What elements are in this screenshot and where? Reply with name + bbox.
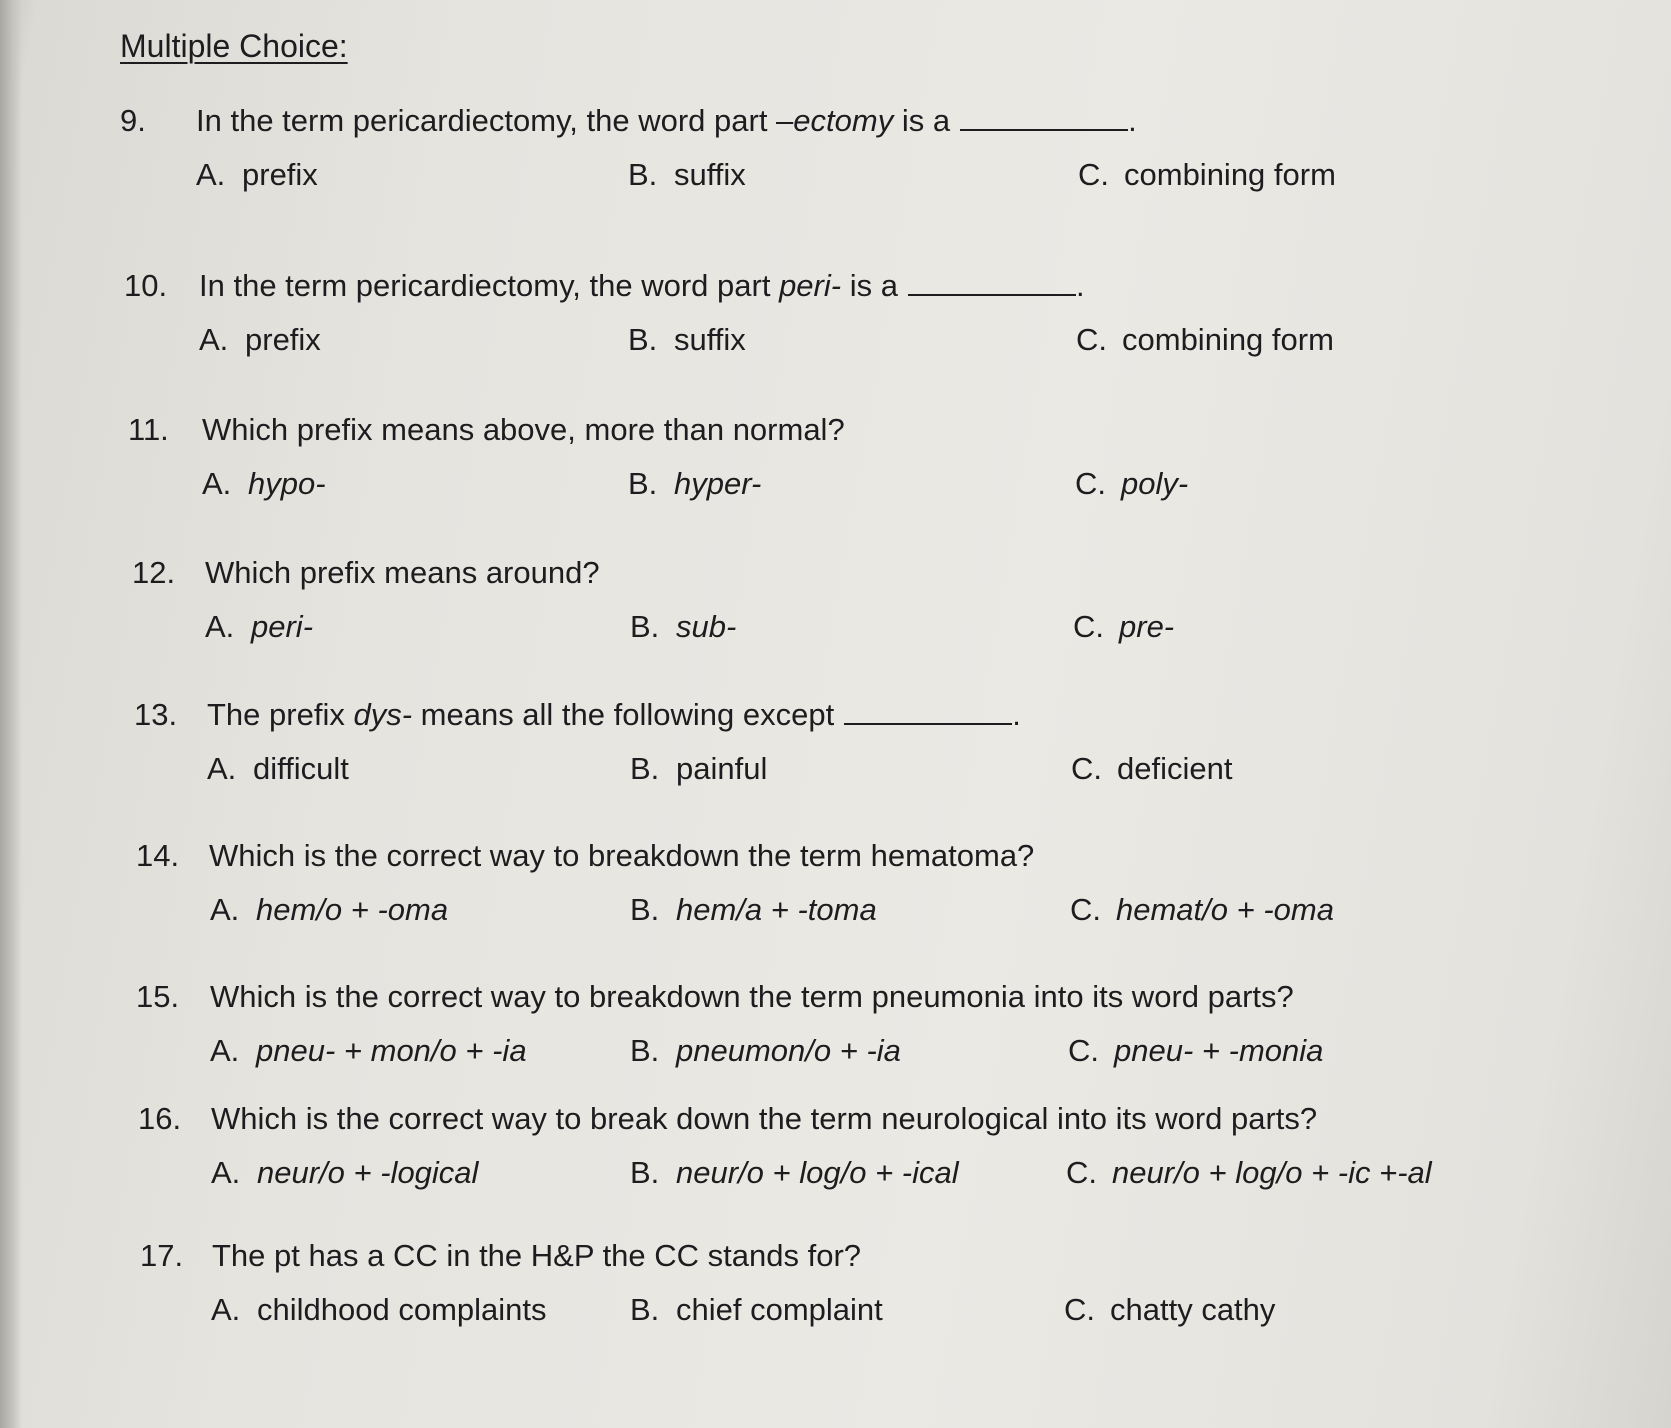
answer-blank[interactable] [908,268,1076,296]
question-text-before: The prefix [207,697,354,732]
option-b[interactable] [630,892,877,928]
option-text: hemat/o + -oma [1116,892,1334,927]
option-b[interactable] [630,609,736,645]
question-number: 16. [138,1101,182,1136]
option-text: sub- [676,609,737,644]
question-number: 15. [136,979,180,1014]
option-letter: A. [210,892,240,927]
option-letter: B. [628,466,658,501]
option-a[interactable] [211,1155,478,1191]
option-text: combining form [1122,322,1334,357]
option-text: pneu- + -monia [1114,1033,1324,1068]
option-a[interactable] [202,466,326,502]
question-text-before: Which is the correct way to breakdown the term pneumonia into its word parts? [210,979,1294,1014]
option-c[interactable] [1068,1033,1323,1069]
option-b[interactable] [628,466,761,502]
option-letter: C. [1073,609,1104,644]
option-b[interactable] [630,1292,883,1328]
question-text-before: The pt has a CC in the H&P the CC stands for? [212,1238,862,1273]
question-text-after: means all the following except [412,697,835,732]
option-c[interactable] [1073,609,1174,645]
option-text: neur/o + log/o + -ical [676,1155,959,1190]
option-letter: C. [1076,322,1107,357]
option-text: hem/o + -oma [256,892,449,927]
option-text: painful [676,751,768,786]
option-a[interactable] [210,892,448,928]
question-text-after: is a [841,268,898,303]
blank-period: . [1128,103,1137,138]
option-text: pre- [1119,609,1175,644]
option-letter: B. [630,751,660,786]
option-letter: C. [1068,1033,1099,1068]
section-heading: Multiple Choice: [120,28,348,64]
question-17 [0,1238,1600,1348]
question-number: 14. [136,838,180,873]
question-text [212,1238,861,1274]
option-letter: C. [1070,892,1101,927]
question-text [202,412,845,448]
question-13 [0,697,1600,807]
question-9 [0,103,1600,213]
option-letter: C. [1075,466,1106,501]
option-b[interactable] [630,751,767,787]
option-a[interactable] [211,1292,547,1328]
option-letter: B. [630,1155,660,1190]
question-text-italic: ectomy [793,103,894,138]
option-a[interactable] [196,157,318,193]
option-b[interactable] [628,322,746,358]
question-15 [0,979,1600,1089]
option-letter: A. [211,1155,241,1190]
option-letter: B. [630,1033,660,1068]
question-number: 10. [124,268,168,303]
option-letter: C. [1066,1155,1097,1190]
question-text-italic: peri- [779,268,842,303]
question-text [210,979,1294,1015]
option-letter: A. [202,466,232,501]
option-text: hem/a + -toma [676,892,877,927]
option-c[interactable] [1066,1155,1432,1191]
option-letter: A. [199,322,229,357]
option-letter: C. [1064,1292,1095,1327]
question-text-before: In the term pericardiectomy, the word part [199,268,780,303]
option-text: neur/o + -logical [257,1155,479,1190]
option-text: peri- [251,609,314,644]
option-text: pneumon/o + -ia [676,1033,901,1068]
option-b[interactable] [630,1033,901,1069]
option-a[interactable] [199,322,321,358]
option-letter: B. [630,892,660,927]
option-letter: C. [1071,751,1102,786]
option-text: deficient [1117,751,1233,786]
option-text: difficult [253,751,349,786]
question-text [211,1101,1317,1137]
question-number: 11. [128,412,169,447]
answer-blank[interactable] [960,103,1128,131]
question-text [207,697,1021,733]
question-text-italic: dys- [353,697,413,732]
question-12 [0,555,1600,665]
option-letter: A. [207,751,237,786]
option-b[interactable] [628,157,746,193]
question-text-before: In the term pericardiectomy, the word part – [196,103,794,138]
option-c[interactable] [1075,466,1188,502]
option-text: childhood complaints [257,1292,547,1327]
option-text: suffix [674,322,746,357]
question-text [196,103,1137,139]
blank-period: . [1075,268,1085,303]
option-text: combining form [1124,157,1336,192]
question-text-before: Which is the correct way to breakdown the term hematoma? [209,838,1035,873]
option-c[interactable] [1078,157,1336,193]
option-text: chief complaint [676,1292,883,1327]
answer-blank[interactable] [844,697,1012,725]
question-text [205,555,600,591]
option-letter: B. [628,322,658,357]
blank-period: . [1012,697,1021,732]
question-number: 17. [140,1238,184,1273]
option-a[interactable] [205,609,313,645]
option-text: pneu- + mon/o + -ia [256,1033,527,1068]
option-letter: B. [630,609,660,644]
option-a[interactable] [207,751,349,787]
option-letter: C. [1078,157,1109,192]
question-14 [0,838,1600,948]
option-text: hypo- [248,466,326,501]
question-text-before: Which prefix means around? [205,555,600,590]
question-16 [0,1101,1600,1211]
option-letter: A. [211,1292,241,1327]
question-text-before: Which is the correct way to break down the term neurological into its word parts? [211,1101,1318,1136]
question-number: 13. [134,697,178,732]
option-text: suffix [674,157,746,192]
question-number: 9. [120,103,146,138]
option-c[interactable] [1070,892,1334,928]
question-text [199,268,1085,304]
option-letter: A. [196,157,226,192]
option-text: prefix [245,322,321,357]
option-text: poly- [1121,466,1189,501]
option-letter: A. [205,609,235,644]
question-10 [0,268,1600,378]
option-letter: B. [628,157,658,192]
option-c[interactable] [1071,751,1232,787]
option-text: neur/o + log/o + -ic +-al [1112,1155,1432,1190]
question-text-after: is a [893,103,951,138]
question-text [209,838,1034,874]
option-text: hyper- [674,466,762,501]
option-a[interactable] [210,1033,527,1069]
question-11 [0,412,1600,522]
question-text-before: Which prefix means above, more than normal? [202,412,845,447]
option-text: chatty cathy [1110,1292,1276,1327]
option-c[interactable] [1076,322,1334,358]
option-letter: A. [210,1033,240,1068]
option-text: prefix [242,157,318,192]
option-c[interactable] [1064,1292,1275,1328]
option-b[interactable] [630,1155,959,1191]
question-number: 12. [132,555,176,590]
option-letter: B. [630,1292,660,1327]
